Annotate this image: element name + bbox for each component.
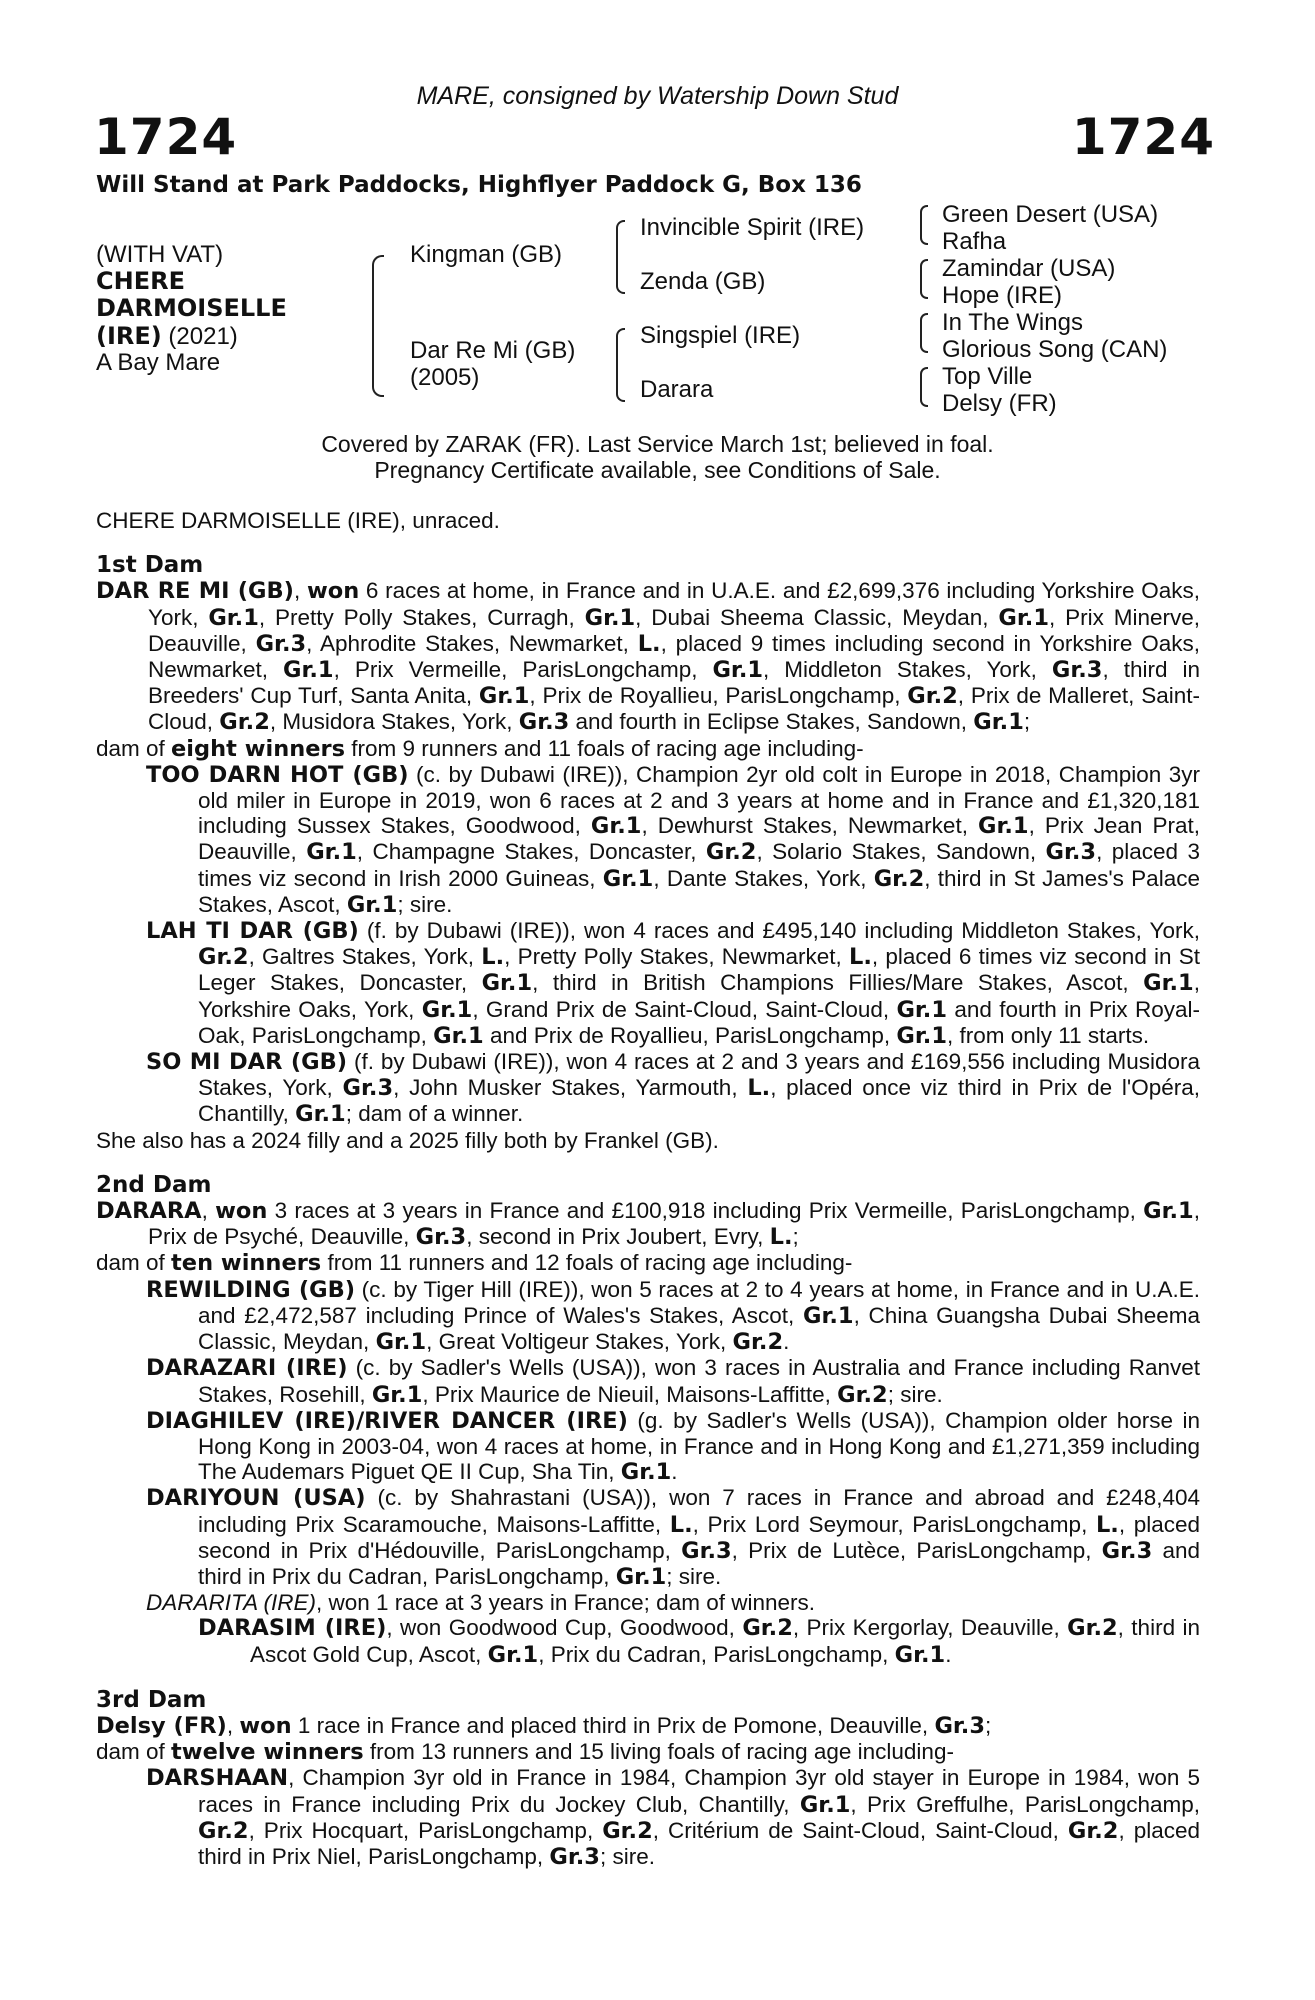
pedigree-dam-year: (2005) bbox=[410, 364, 480, 391]
pedigree-brace-main bbox=[372, 255, 384, 397]
pedigree-g1: Green Desert (USA) bbox=[942, 201, 1159, 228]
horse-description: A Bay Mare bbox=[96, 349, 221, 376]
second-dam-progeny-5: DARARITA (IRE), won 1 race at 3 years in France; dam of winners. bbox=[146, 1590, 815, 1616]
first-dam-progeny-2: LAH TI DAR (GB) (f. by Dubawi (IRE)), won 4 races and £495,140 including Middleton Stakes, York, Gr.2, Galtres Stakes, York, L., Pretty Polly Stakes, Newmarket, L., placed 6 times viz second in St Leger Stakes, Doncaster, Gr.1, third in British Champions Fillies/Mare Stakes, Ascot, Gr.1, Yorkshire Oaks, York, Gr.1, Grand Prix de Saint-Cloud, Saint-Cloud, Gr.1 and fourth in Prix Royal-Oak, ParisLongchamp, Gr.1 and Prix de Royallieu, ParisLongchamp, Gr.1, from only 11 starts. bbox=[146, 918, 1201, 1049]
lot-number-right: 1724 bbox=[1071, 108, 1215, 166]
pedigree-brace-dam bbox=[616, 328, 625, 402]
catalogue-subtitle: MARE, consigned by Watership Down Stud bbox=[416, 82, 899, 110]
pedigree-g4: Hope (IRE) bbox=[942, 282, 1063, 309]
horse-name-line3: (IRE) (2021) bbox=[96, 322, 238, 350]
pedigree-sire-dam: Zenda (GB) bbox=[640, 268, 766, 295]
cover-note-line2: Pregnancy Certificate available, see Conditions of Sale. bbox=[374, 457, 941, 483]
pedigree-dam-sire: Singspiel (IRE) bbox=[640, 322, 801, 349]
pedigree-brace-g1 bbox=[920, 205, 928, 245]
first-dam-record: DAR RE MI (GB), won 6 races at home, in France and in U.A.E. and £2,699,376 including Yorkshire Oaks, York, Gr.1, Pretty Polly Stakes, Curragh, Gr.1, Dubai Sheema Classic, Meydan, Gr.1, Prix Minerve, Deauville, Gr.3, Aphrodite Stakes, Newmarket, L., placed 9 times including second in Yorkshire Oaks, Newmarket, Gr.1, Prix Vermeille, ParisLongchamp, Gr.1, Middleton Stakes, York, Gr.3, third in Breeders' Cup Turf, Santa Anita, Gr.1, Prix de Royallieu, ParisLongchamp, Gr.2, Prix de Malleret, Saint-Cloud, Gr.2, Musidora Stakes, York, Gr.3 and fourth in Eclipse Stakes, Sandown, Gr.1; bbox=[96, 578, 1201, 736]
pedigree-brace-sire bbox=[616, 220, 625, 294]
second-dam-heading: 2nd Dam bbox=[96, 1171, 212, 1198]
second-dam-record: DARARA, won 3 races at 3 years in France and £100,918 including Prix Vermeille, ParisLongchamp, Gr.1, Prix de Psyché, Deauville, Gr.3, second in Prix Joubert, Evry, L.; bbox=[96, 1198, 1200, 1251]
pedigree-dam: Dar Re Mi (GB) bbox=[410, 337, 576, 364]
pedigree-g3: Zamindar (USA) bbox=[942, 255, 1116, 282]
third-dam-record: Delsy (FR), won 1 race in France and placed third in Prix de Pomone, Deauville, Gr.3; bbox=[96, 1712, 992, 1739]
stable-location: Will Stand at Park Paddocks, Highflyer Paddock G, Box 136 bbox=[96, 172, 862, 198]
second-dam-progeny-2: DARAZARI (IRE) (c. by Sadler's Wells (USA)), won 3 races in Australia and France including Ranvet Stakes, Rosehill, Gr.1, Prix Maurice de Nieuil, Maisons-Laffitte, Gr.2; sire. bbox=[146, 1355, 1200, 1408]
first-dam-heading: 1st Dam bbox=[96, 552, 204, 579]
cover-note-line1: Covered by ZARAK (FR). Last Service March 1st; believed in foal. bbox=[321, 431, 994, 457]
third-dam-heading: 3rd Dam bbox=[96, 1686, 207, 1713]
second-dam-progeny-3: DIAGHILEV (IRE)/RIVER DANCER (IRE) (g. by Sadler's Wells (USA)), Champion older horse in Hong Kong in 2003-04, won 4 races at home, in France and in Hong Kong and £1,271,359 including The Audemars Piguet QE II Cup, Sha Tin, Gr.1. bbox=[146, 1407, 1200, 1486]
first-dam-progeny-1: TOO DARN HOT (GB) (c. by Dubawi (IRE)), Champion 2yr old colt in Europe in 2018, Champion 3yr old miler in Europe in 2019, won 6 races at 2 and 3 years at home and in France and £1,320,181 including Sussex Stakes, Goodwood, Gr.1, Dewhurst Stakes, Newmarket, Gr.1, Prix Jean Prat, Deauville, Gr.1, Champagne Stakes, Doncaster, Gr.2, Solario Stakes, Sandown, Gr.3, placed 3 times viz second in Irish 2000 Guineas, Gr.1, Dante Stakes, York, Gr.2, third in St James's Palace Stakes, Ascot, Gr.1; sire. bbox=[146, 761, 1201, 918]
pedigree-sire: Kingman (GB) bbox=[410, 241, 563, 268]
pedigree-brace-g3 bbox=[920, 313, 928, 353]
horse-name-line1: CHERE bbox=[96, 267, 185, 295]
pedigree-g2: Rafha bbox=[942, 228, 1007, 255]
third-dam-produce-summary: dam of twelve winners from 13 runners and 15 living foals of racing age including- bbox=[96, 1739, 954, 1766]
pedigree-brace-g4 bbox=[920, 367, 928, 407]
pedigree-g6: Glorious Song (CAN) bbox=[942, 336, 1168, 363]
horse-name-line2: DARMOISELLE bbox=[96, 294, 287, 322]
pedigree-brace-g2 bbox=[920, 259, 928, 299]
first-dam-produce-summary: dam of eight winners from 9 runners and 11 foals of racing age including- bbox=[96, 735, 864, 762]
first-dam-progeny-3: SO MI DAR (GB) (f. by Dubawi (IRE)), won 4 races at 2 and 3 years and £169,556 including Musidora Stakes, York, Gr.3, John Musker Stakes, Yarmouth, L., placed once viz third in Prix de l'Opéra, Chantilly, Gr.1; dam of a winner. bbox=[146, 1049, 1200, 1128]
second-dam-produce-summary: dam of ten winners from 11 runners and 12 foals of racing age including- bbox=[96, 1250, 853, 1277]
first-dam-closing: She also has a 2024 filly and a 2025 filly both by Frankel (GB). bbox=[96, 1127, 719, 1153]
intro-line: CHERE DARMOISELLE (IRE), unraced. bbox=[96, 508, 500, 533]
produce-record bbox=[96, 508, 1200, 1870]
horse-vat: (WITH VAT) bbox=[96, 241, 224, 268]
pedigree-dam-dam: Darara bbox=[640, 376, 714, 403]
pedigree-sire-sire: Invincible Spirit (IRE) bbox=[640, 214, 865, 241]
pedigree-g7: Top Ville bbox=[942, 363, 1033, 390]
second-dam-grand-progeny-1: DARASIM (IRE), won Goodwood Cup, Goodwood, Gr.2, Prix Kergorlay, Deauville, Gr.2, third in Ascot Gold Cup, Ascot, Gr.1, Prix du Cadran, ParisLongchamp, Gr.1. bbox=[198, 1615, 1200, 1668]
pedigree-g5: In The Wings bbox=[942, 309, 1083, 336]
second-dam-progeny-1: REWILDING (GB) (c. by Tiger Hill (IRE)), won 5 races at 2 to 4 years at home, in France and in U.A.E. and £2,472,587 including Prince of Wales's Stakes, Ascot, Gr.1, China Guangsha Dubai Sheema Classic, Meydan, Gr.1, Great Voltigeur Stakes, York, Gr.2. bbox=[146, 1276, 1200, 1356]
second-dam-progeny-4: DARIYOUN (USA) (c. by Shahrastani (USA)), won 7 races in France and abroad and £248,404 including Prix Scaramouche, Maisons-Laffitte, L., Prix Lord Seymour, ParisLongchamp, L., placed second in Prix d'Hédouville, ParisLongchamp, Gr.3, Prix de Lutèce, ParisLongchamp, Gr.3 and third in Prix du Cadran, ParisLongchamp, Gr.1; sire. bbox=[146, 1485, 1200, 1590]
pedigree-g8: Delsy (FR) bbox=[942, 390, 1057, 417]
third-dam-progeny-1: DARSHAAN, Champion 3yr old in France in 1984, Champion 3yr old stayer in Europe in 1984, won 5 races in France including Prix du Jockey Club, Chantilly, Gr.1, Prix Greffulhe, ParisLongchamp, Gr.2, Prix Hocquart, ParisLongchamp, Gr.2, Critérium de Saint-Cloud, Saint-Cloud, Gr.2, placed third in Prix Niel, ParisLongchamp, Gr.3; sire. bbox=[146, 1765, 1201, 1870]
lot-number-left: 1724 bbox=[94, 108, 238, 166]
